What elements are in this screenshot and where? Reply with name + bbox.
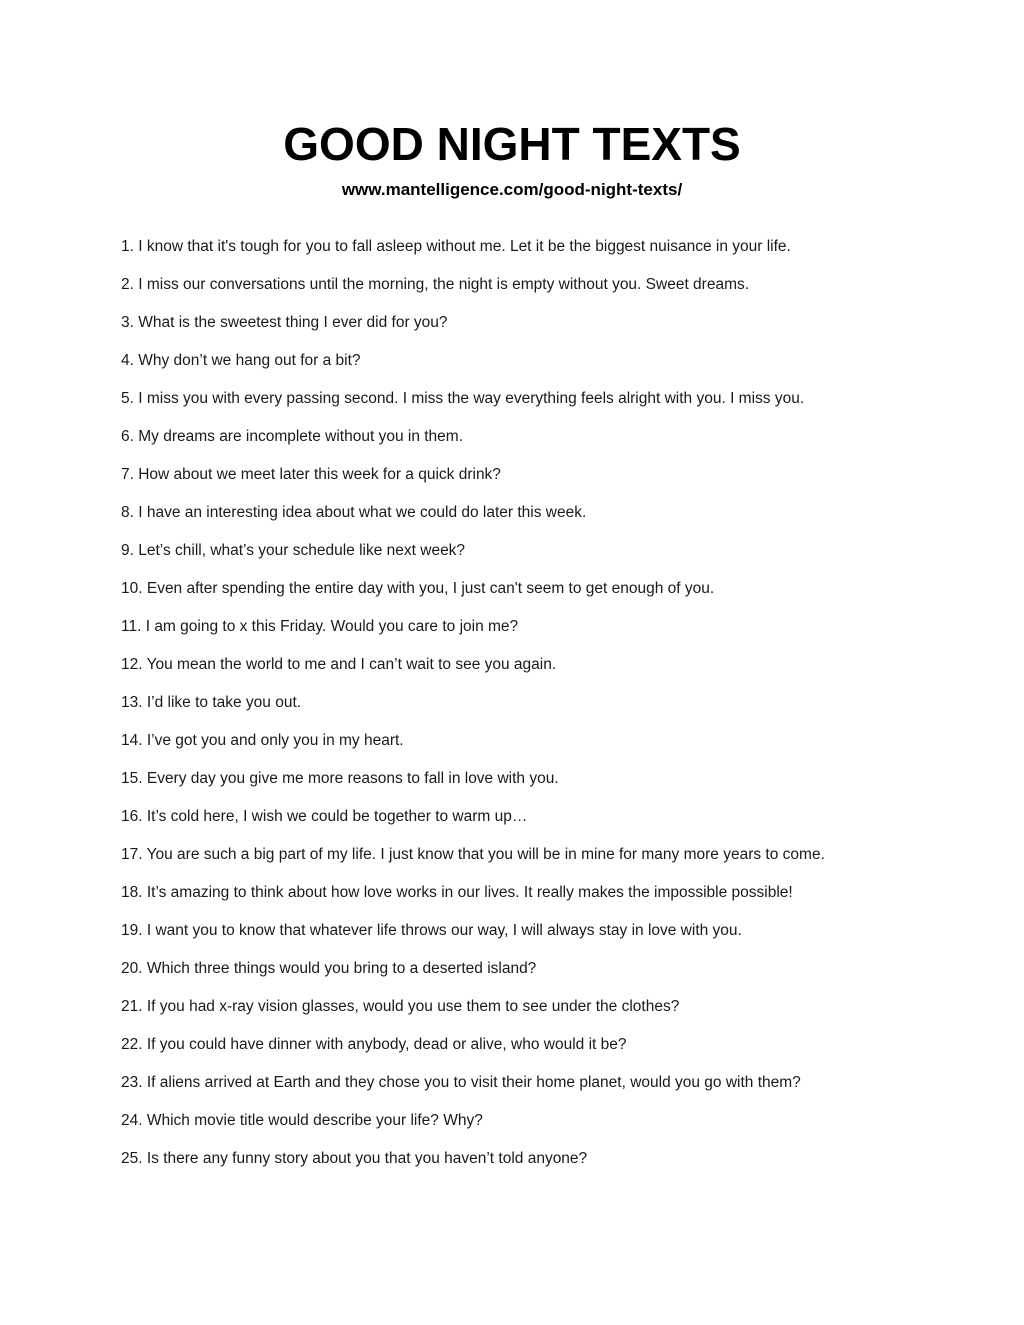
list-item: 16. It’s cold here, I wish we could be together to warm up…	[121, 808, 528, 825]
list-item: 15. Every day you give me more reasons to fall in love with you.	[121, 770, 559, 787]
list-item: 22. If you could have dinner with anybody, dead or alive, who would it be?	[121, 1036, 627, 1053]
text-list	[121, 239, 903, 1167]
list-item: 13. I’d like to take you out.	[121, 694, 302, 711]
list-item: 14. I’ve got you and only you in my heart.	[121, 732, 404, 749]
list-item: 3. What is the sweetest thing I ever did for you?	[121, 314, 448, 331]
list-item: 6. My dreams are incomplete without you in them.	[121, 428, 464, 445]
list-item: 7. How about we meet later this week for a quick drink?	[121, 466, 501, 483]
list-item: 21. If you had x-ray vision glasses, would you use them to see under the clothes?	[121, 998, 680, 1015]
list-item: 18. It’s amazing to think about how love works in our lives. It really makes the impossible possible!	[121, 884, 793, 901]
list-item: 2. I miss our conversations until the morning, the night is empty without you. Sweet dreams.	[121, 276, 750, 293]
list-item: 25. Is there any funny story about you that you haven’t told anyone?	[121, 1150, 588, 1167]
list-item: 23. If aliens arrived at Earth and they chose you to visit their home planet, would you go with them?	[121, 1074, 801, 1091]
list-item: 4. Why don’t we hang out for a bit?	[121, 352, 361, 369]
page-subtitle-url: www.mantelligence.com/good-night-texts/	[341, 180, 683, 199]
list-item: 17. You are such a big part of my life. I just know that you will be in mine for many more years to come.	[121, 846, 825, 863]
page-title: GOOD NIGHT TEXTS	[283, 118, 741, 170]
list-item: 12. You mean the world to me and I can’t wait to see you again.	[121, 656, 557, 673]
list-item: 1. I know that it's tough for you to fall asleep without me. Let it be the biggest nuisance in your life.	[121, 238, 791, 255]
list-item: 10. Even after spending the entire day with you, I just can't seem to get enough of you.	[121, 580, 715, 597]
list-item: 19. I want you to know that whatever life throws our way, I will always stay in love with you.	[121, 922, 742, 939]
list-item: 9. Let’s chill, what’s your schedule like next week?	[121, 542, 466, 559]
list-item: 5. I miss you with every passing second. I miss the way everything feels alright with you. I miss you.	[121, 390, 805, 407]
list-item: 8. I have an interesting idea about what we could do later this week.	[121, 504, 587, 521]
list-item: 20. Which three things would you bring to a deserted island?	[121, 960, 537, 977]
list-item: 11. I am going to x this Friday. Would you care to join me?	[121, 618, 519, 635]
list-item: 24. Which movie title would describe your life? Why?	[121, 1112, 483, 1129]
